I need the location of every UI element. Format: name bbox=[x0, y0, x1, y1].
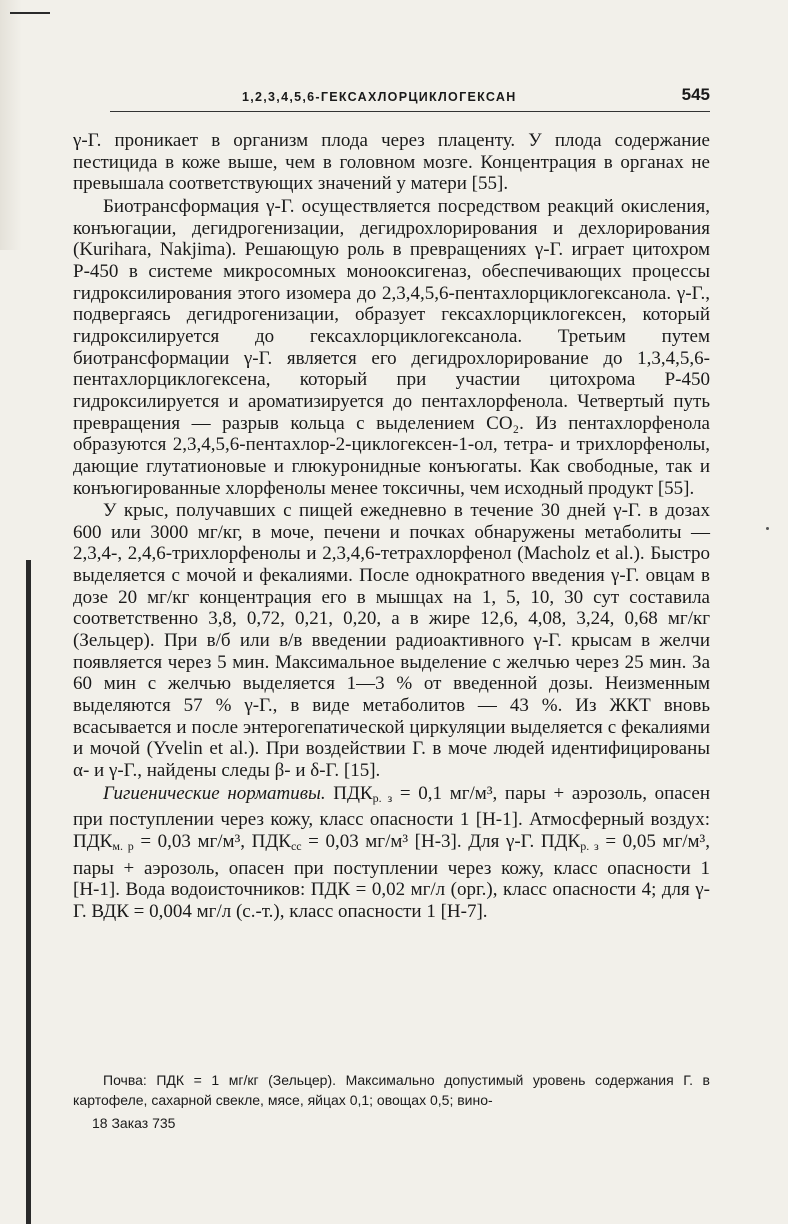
text-run: ПДК bbox=[325, 782, 373, 804]
main-text bbox=[73, 130, 710, 923]
paragraph-3: У крыс, получавших с пищей ежедневно в течение 30 дней γ-Г. в дозах 600 или 3000 мг/кг, в моче, печени и почках обнаружены метаболиты — 2,3,4-, 2,4,6-трихлорфенолы и 2,3,4,6-тетрахлорфенол (Macholz et al.). Быстро выделяется с мочой и фекалиями. После однократного введения γ-Г. овцам в дозе 20 мг/кг концентрация его в мышцах на 1, 5, 10, 30 сут составила соответственно 3,8, 0,72, 0,21, 0,20, а в жире 12,6, 4,08, 3,24, 0,68 мг/кг (Зельцер). При в/б или в/в введении радиоактивного γ-Г. крысам в желчи появляется через 5 мин. Максимальное выделение с желчью через 25 мин. За 60 мин с желчью выделяется 1—3 % от введенной дозы. Неизменным выделяются 57 % γ-Г., в виде метаболитов — 43 %. Из ЖКТ вновь всасывается и после энтерогепатической циркуляции выделяется с фекалиями и мочой (Yvelin et al.). При воздействии Г. в моче людей идентифицированы α- и γ-Г., найдены следы β- и δ-Г. [15]. bbox=[73, 500, 710, 782]
running-title: 1,2,3,4,5,6-ГЕКСАХЛОРЦИКЛОГЕКСАН bbox=[242, 90, 517, 104]
running-header bbox=[110, 84, 710, 112]
subscript: сс bbox=[290, 839, 302, 853]
text-run: = 0,05 мг/м³, пары + аэрозоль, опасен при поступлении через кожу, класс опасности 1 [Н-1]. Вода водоисточников: ПДК = 0,02 мг/л (орг.), класс опасности 4; для γ-Г. ВДК = 0,004 мг/л (с.-т.), класс опасности 1 [Н-7]. bbox=[73, 831, 710, 922]
corner-mark bbox=[10, 12, 50, 14]
speck bbox=[766, 527, 769, 530]
text-run: = 0,03 мг/м³, ПДК bbox=[133, 831, 291, 852]
text-run: = 0,1 мг/м³, пары + аэрозоль, опасен при поступлении через кожу, класс опасности 1 [Н-1]. Атмосферный воздух: ПДК bbox=[73, 782, 710, 852]
paragraph-1: γ-Г. проникает в организм плода через плаценту. У плода содержание пестицида в коже выше, чем в головном мозге. Концентрация в органах не превышала соответствующих значений у матери [55]. bbox=[73, 130, 710, 195]
soil-paragraph: Почва: ПДК = 1 мг/кг (Зельцер). Максимально допустимый уровень содержания Г. в картофеле, сахарной свекле, мясе, яйцах 0,1; овощах 0,5; вино- bbox=[73, 1072, 710, 1108]
paragraph-2: Биотрансформация γ-Г. осуществляется посредством реакций окисления, конъюгации, дегидрогенизации, дегидрохлорирования и дехлорирования (Kurihara, Nakjima). Решающую роль в превращениях γ-Г. играет цитохром Р-450 в системе микросомных монооксигеназ, обеспечивающих процессы гидроксилирования этого изомера до 2,3,4,5,6-пентахлорциклогексанола. γ-Г., подвергаясь дегидрогенизации, образует гексахлорциклогексен, который гидроксилируется до гексахлорциклогексанола. Третьим путем биотрансформации γ-Г. является его дегидрохлорирование до 1,3,4,5,6-пентахлорциклогексена, который при участии цитохрома Р-450 гидроксилируется и ароматизируется до пентахлорфенола. Четвертый путь превращения — разрыв кольца с выделением СО₂. Из пентахлорфенола образуются 2,3,4,5,6-пентахлор-2-циклогексен-1-ол, тетра- и трихлорфенолы, дающие глутатионовые и глюкуронидные конъюгаты. Как свободные, так и конъюгированные хлорфенолы менее токсичны, чем исходный продукт [55]. bbox=[73, 195, 710, 499]
hygiene-norms-heading: Гигиенические нормативы. bbox=[103, 782, 326, 804]
header-rule bbox=[110, 111, 710, 112]
subscript: р. з bbox=[372, 790, 393, 805]
printer-signature: 18 Заказ 735 bbox=[92, 1115, 176, 1131]
text-run: = 0,03 мг/м³ [Н-3]. Для γ-Г. ПДК bbox=[301, 831, 581, 852]
paragraph-4 bbox=[73, 783, 710, 923]
page-edge-shadow bbox=[0, 0, 22, 250]
binding-edge bbox=[26, 560, 31, 1224]
subscript: р. з bbox=[580, 839, 599, 853]
page-number: 545 bbox=[681, 85, 710, 104]
subscript: м. р bbox=[112, 839, 134, 853]
